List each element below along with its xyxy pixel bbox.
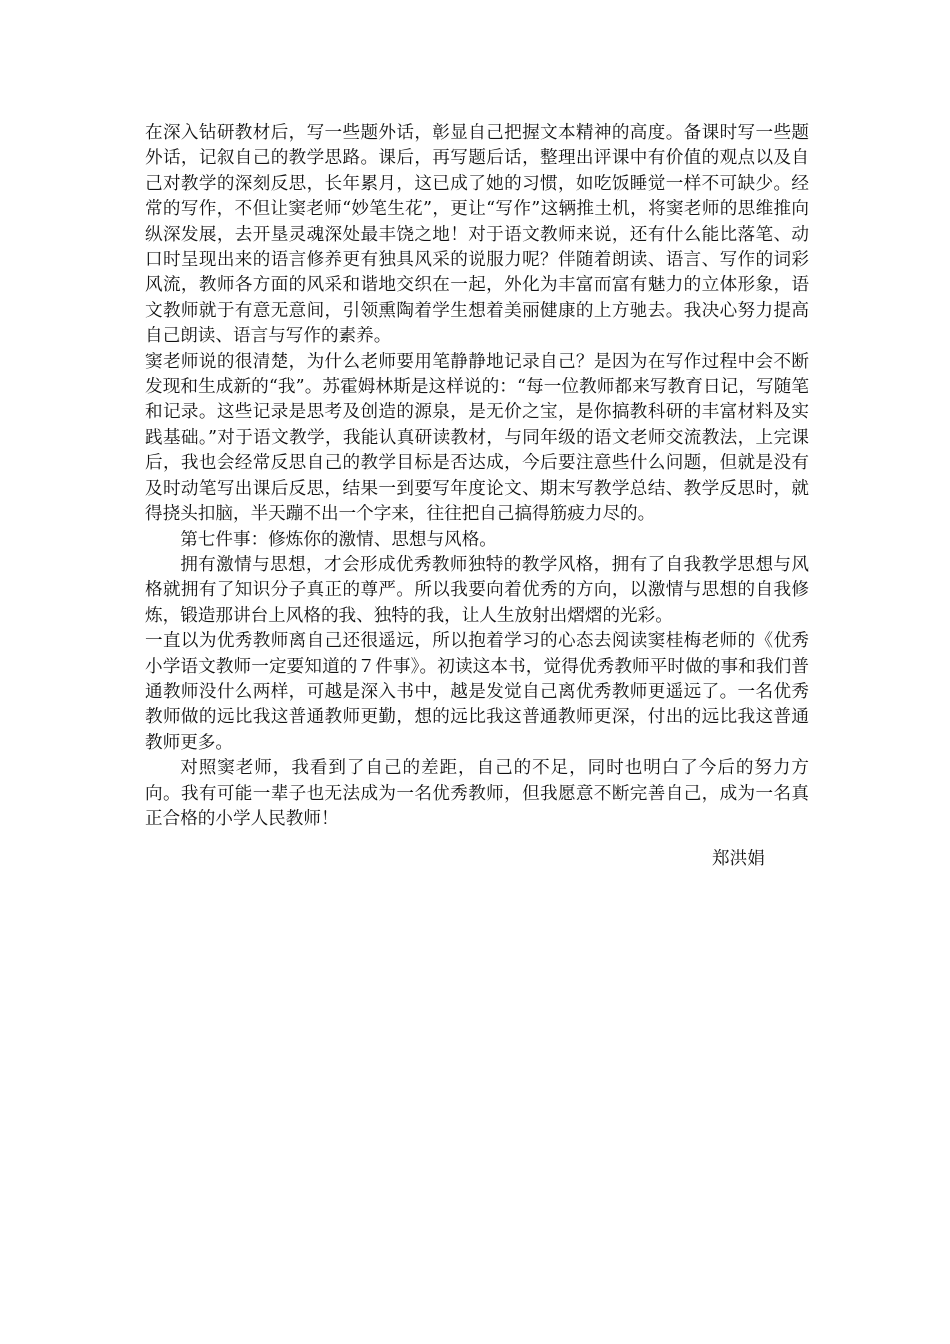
section-heading-seventh-thing: 第七件事：修炼你的激情、思想与风格。 bbox=[180, 529, 497, 550]
body-paragraph-1: 在深入钻研教材后，写一些题外话，彰显自己把握文本精神的高度。备课时写一些题外话，记叙自己的教学思路。课后，再写题后话，整理出评课中有价值的观点以及自己对教学的深刻反思，长年累月，这已成了她的习惯，如吃饭睡觉一样不可缺少。经常的写作，不但让窦老师“妙笔生花”，更让“写作”这辆推土机，将窦老师的思维推向纵深发展，去开垦灵魂深处最丰饶之地！对于语文教师来说，还有什么能比落笔、动口时呈现出来的语言修养更有独具风采的说服力呢？伴随着朗读、语言、写作的词彩风流，教师各方面的风采和谐地交织在一起，外化为丰富而富有魅力的立体形象，语文教师就于有意无意间，引领熏陶着学生想着美丽健康的上方驰去。我决心努力提高自己朗读、语言与写作的素养。 bbox=[145, 123, 809, 347]
document-body bbox=[145, 121, 809, 832]
author-signature: 郑洪娟 bbox=[712, 849, 765, 869]
body-paragraph-4: 一直以为优秀教师离自己还很遥远，所以抱着学习的心态去阅读窦桂梅老师的《优秀小学语文教师一定要知道的７件事》。初读这本书，觉得优秀教师平时做的事和我们普通教师没什么两样，可越是深入书中，越是发觉自己离优秀教师更遥远了。一名优秀教师做的远比我这普通教师更勤，想的远比我这普通教师更深，付出的远比我这普通教师更多。 bbox=[145, 631, 809, 753]
body-paragraph-5: 对照窦老师，我看到了自己的差距，自己的不足，同时也明白了今后的努力方向。我有可能一辈子也无法成为一名优秀教师，但我愿意不断完善自己，成为一名真正合格的小学人民教师！ bbox=[145, 758, 809, 829]
body-paragraph-2: 窦老师说的很清楚，为什么老师要用笔静静地记录自己？是因为在写作过程中会不断发现和生成新的“我”。苏霍姆林斯是这样说的：“每一位教师都来写教育日记，写随笔和记录。这些记录是思考及创造的源泉，是无价之宝，是你搞教科研的丰富材料及实践基础。”对于语文教学，我能认真研读教材，与同年级的语文老师交流教法，上完课后，我也会经常反思自己的教学目标是否达成，今后要注意些什么问题，但就是没有及时动笔写出课后反思，结果一到要写年度论文、期末写教学总结、教学反思时，就得挠头扣脑，半天蹦不出一个字来，往往把自己搞得筋疲力尽的。 bbox=[145, 351, 809, 525]
body-paragraph-3: 拥有激情与思想，才会形成优秀教师独特的教学风格，拥有了自我教学思想与风格就拥有了知识分子真正的尊严。所以我要向着优秀的方向，以激情与思想的自我修炼，锻造那讲台上风格的我、独特的我，让人生放射出熠熠的光彩。 bbox=[145, 554, 809, 626]
